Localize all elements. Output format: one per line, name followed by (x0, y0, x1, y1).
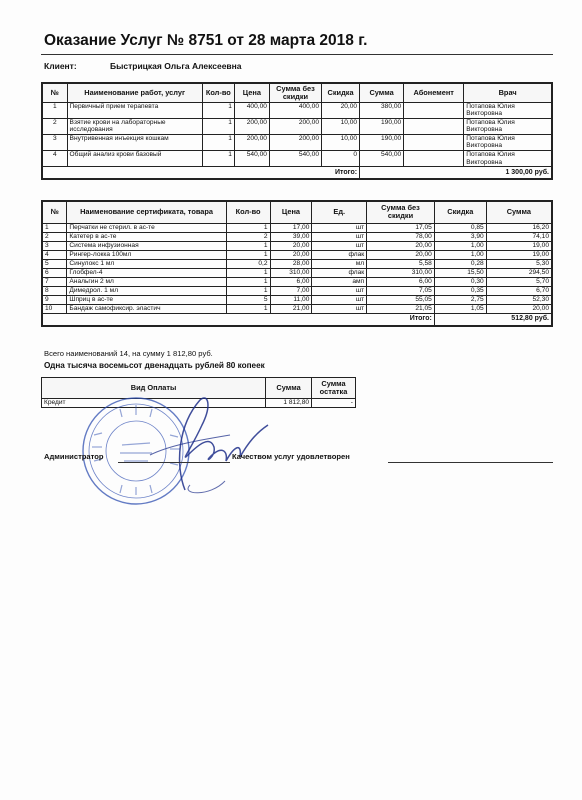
quantity: 1 (226, 250, 270, 259)
row-number: 9 (42, 295, 67, 304)
quantity: 1 (202, 151, 234, 167)
item-name: Катетер в ас-те (67, 232, 226, 241)
col-header: Сумма (266, 378, 312, 399)
price: 39,00 (270, 232, 312, 241)
client-sign-line (388, 462, 553, 463)
quantity: 1 (226, 286, 270, 295)
sum: 19,00 (486, 241, 552, 250)
quantity: 1 (226, 277, 270, 286)
price: 200,00 (234, 118, 269, 134)
subscription (404, 118, 464, 134)
services-table (41, 82, 553, 180)
client-name: Быстрицкая Ольга Алексеевна (110, 61, 242, 71)
discount: 0,28 (434, 259, 486, 268)
table-row (42, 151, 552, 167)
item-name: Перчатки не стерил. в ас-те (67, 223, 226, 232)
discount: 1,00 (434, 250, 486, 259)
title-underline (41, 54, 553, 55)
discount: 0,35 (434, 286, 486, 295)
document-title: Оказание Услуг № 8751 от 28 марта 2018 г. (44, 32, 368, 49)
doctor: Потапова Юлия Викторовна (464, 118, 552, 134)
goods-total-label: Итого: (42, 313, 434, 326)
row-number: 6 (42, 268, 67, 277)
sum: 5,70 (486, 277, 552, 286)
col-header: Наименование сертификата, товара (67, 201, 226, 223)
col-header: Абонемент (404, 83, 464, 102)
table-row (42, 118, 552, 134)
sum-without-discount: 5,58 (367, 259, 435, 268)
row-number: 10 (42, 304, 67, 313)
item-name: Рингер-локка 100мл (67, 250, 226, 259)
table-row (42, 250, 552, 259)
service-name: Взятие крови на лабораторные исследования (67, 118, 202, 134)
sum: 190,00 (360, 134, 404, 150)
price: 17,00 (270, 223, 312, 232)
unit: амп (312, 277, 367, 286)
row-number: 1 (42, 223, 67, 232)
sum-without-discount: 78,00 (367, 232, 435, 241)
row-number: 3 (42, 241, 67, 250)
col-header: Кол-во (202, 83, 234, 102)
table-row (42, 259, 552, 268)
item-name: Синулокс 1 мл (67, 259, 226, 268)
unit: шт (312, 241, 367, 250)
sum-without-discount: 21,05 (367, 304, 435, 313)
goods-table (41, 200, 553, 327)
col-header: Врач (464, 83, 552, 102)
quality-satisfied-label: Качеством услуг удовлетворен (232, 452, 350, 461)
col-header: Скидка (322, 83, 360, 102)
discount: 0,85 (434, 223, 486, 232)
col-header: Цена (234, 83, 269, 102)
price: 400,00 (234, 102, 269, 118)
administrator-label: Администратор (44, 452, 104, 461)
quantity: 1 (226, 304, 270, 313)
table-row (42, 134, 552, 150)
row-number: 2 (42, 232, 67, 241)
price: 28,00 (270, 259, 312, 268)
row-number: 5 (42, 259, 67, 268)
item-name: Шприц в ас-те (67, 295, 226, 304)
item-name: Димедрол. 1 мл (67, 286, 226, 295)
sum-without-discount: 200,00 (269, 118, 321, 134)
sum-without-discount: 55,05 (367, 295, 435, 304)
col-header: Скидка (434, 201, 486, 223)
sum-without-discount: 20,00 (367, 241, 435, 250)
service-name: Внутривенная инъекция кошкам (67, 134, 202, 150)
sum: 5,30 (486, 259, 552, 268)
item-name: Глобфел-4 (67, 268, 226, 277)
col-header: Сумма (360, 83, 404, 102)
col-header: Наименование работ, услуг (67, 83, 202, 102)
unit: мл (312, 259, 367, 268)
sum-without-discount: 20,00 (367, 250, 435, 259)
sum-without-discount: 17,05 (367, 223, 435, 232)
quantity: 0,2 (226, 259, 270, 268)
discount: 10,00 (322, 118, 360, 134)
discount: 3,90 (434, 232, 486, 241)
unit: флак (312, 268, 367, 277)
unit: шт (312, 223, 367, 232)
table-row (42, 232, 552, 241)
payment-type: Кредит (42, 399, 266, 408)
doctor: Потапова Юлия Викторовна (464, 102, 552, 118)
quantity: 1 (226, 268, 270, 277)
item-name: Система инфузионная (67, 241, 226, 250)
discount: 15,50 (434, 268, 486, 277)
price: 6,00 (270, 277, 312, 286)
table-row (42, 286, 552, 295)
subscription (404, 134, 464, 150)
col-header: Сумма (486, 201, 552, 223)
price: 21,00 (270, 304, 312, 313)
price: 20,00 (270, 241, 312, 250)
discount: 1,00 (434, 241, 486, 250)
row-number: 4 (42, 250, 67, 259)
handwritten-signature (130, 385, 280, 500)
price: 540,00 (234, 151, 269, 167)
table-row (42, 277, 552, 286)
services-total-label: Итого: (42, 167, 360, 180)
quantity: 2 (226, 232, 270, 241)
quantity: 1 (226, 241, 270, 250)
doctor: Потапова Юлия Викторовна (464, 151, 552, 167)
col-header: Ед. (312, 201, 367, 223)
table-row (42, 268, 552, 277)
table-row (42, 102, 552, 118)
unit: шт (312, 232, 367, 241)
summary-count: Всего наименований 14, на сумму 1 812,80 руб. (44, 349, 213, 358)
price: 200,00 (234, 134, 269, 150)
discount: 20,00 (322, 102, 360, 118)
sum-without-discount: 540,00 (269, 151, 321, 167)
sum-without-discount: 6,00 (367, 277, 435, 286)
col-header: Сумма без скидки (269, 83, 321, 102)
item-name: Бандаж самофиксир. эластич (67, 304, 226, 313)
item-name: Анальгин 2 мл (67, 277, 226, 286)
row-number: 7 (42, 277, 67, 286)
subscription (404, 102, 464, 118)
discount: 1,05 (434, 304, 486, 313)
discount: 0,30 (434, 277, 486, 286)
discount: 10,00 (322, 134, 360, 150)
service-name: Общий анализ крови базовый (67, 151, 202, 167)
quantity: 1 (202, 134, 234, 150)
sum-without-discount: 400,00 (269, 102, 321, 118)
sum: 380,00 (360, 102, 404, 118)
client-line (44, 61, 242, 71)
table-row (42, 295, 552, 304)
table-row (42, 304, 552, 313)
sum-without-discount: 200,00 (269, 134, 321, 150)
sum-without-discount: 310,00 (367, 268, 435, 277)
administrator-sign-line (118, 462, 230, 463)
table-row (42, 223, 552, 232)
sum: 6,70 (486, 286, 552, 295)
price: 20,00 (270, 250, 312, 259)
col-header: Кол-во (226, 201, 270, 223)
unit: шт (312, 286, 367, 295)
service-name: Первичный прием терапевта (67, 102, 202, 118)
sum: 20,00 (486, 304, 552, 313)
quantity: 1 (202, 118, 234, 134)
col-header: Сумма без скидки (367, 201, 435, 223)
quantity: 1 (202, 102, 234, 118)
price: 310,00 (270, 268, 312, 277)
summary-in-words: Одна тысяча восемьсот двенадцать рублей 80 копеек (44, 361, 265, 370)
price: 11,00 (270, 295, 312, 304)
unit: шт (312, 295, 367, 304)
services-total-value: 1 300,00 руб. (360, 167, 552, 180)
row-number: 8 (42, 286, 67, 295)
col-header: № (42, 201, 67, 223)
client-label: Клиент: (44, 61, 77, 71)
table-row (42, 241, 552, 250)
row-number: 3 (42, 134, 67, 150)
sum: 540,00 (360, 151, 404, 167)
sum: 52,30 (486, 295, 552, 304)
unit: шт (312, 304, 367, 313)
col-header: Цена (270, 201, 312, 223)
payment-rest: - (312, 399, 356, 408)
row-number: 2 (42, 118, 67, 134)
row-number: 1 (42, 102, 67, 118)
col-header: Сумма остатка (312, 378, 356, 399)
row-number: 4 (42, 151, 67, 167)
sum: 19,00 (486, 250, 552, 259)
sum: 16,20 (486, 223, 552, 232)
subscription (404, 151, 464, 167)
discount: 0 (322, 151, 360, 167)
sum: 74,10 (486, 232, 552, 241)
col-header: № (42, 83, 67, 102)
sum: 190,00 (360, 118, 404, 134)
quantity: 5 (226, 295, 270, 304)
col-header: Вид Оплаты (42, 378, 266, 399)
sum-without-discount: 7,05 (367, 286, 435, 295)
quantity: 1 (226, 223, 270, 232)
price: 7,00 (270, 286, 312, 295)
goods-total-value: 512,80 руб. (434, 313, 552, 326)
sum: 294,50 (486, 268, 552, 277)
discount: 2,75 (434, 295, 486, 304)
payment-sum: 1 812,80 (266, 399, 312, 408)
unit: флак (312, 250, 367, 259)
doctor: Потапова Юлия Викторовна (464, 134, 552, 150)
